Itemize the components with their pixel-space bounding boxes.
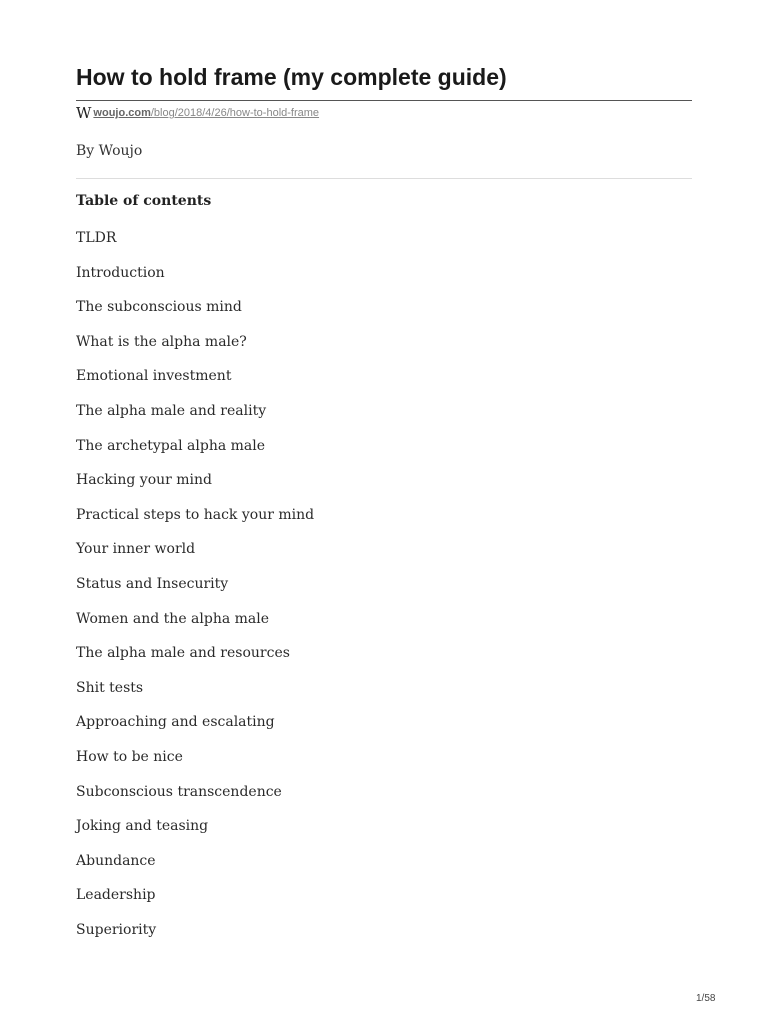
toc-heading: Table of contents: [76, 193, 212, 209]
author-byline: By Woujo: [76, 143, 143, 159]
toc-item: TLDR: [76, 230, 117, 246]
toc-item: The alpha male and reality: [76, 402, 267, 419]
toc-item: Subconscious transcendence: [76, 783, 282, 800]
toc-item: Shit tests: [76, 679, 144, 696]
toc-item: Leadership: [76, 887, 156, 904]
toc-item: The alpha male and resources: [76, 645, 290, 662]
toc-item: What is the alpha male?: [76, 333, 247, 350]
toc-item: Abundance: [76, 852, 156, 869]
source-link[interactable]: [76, 104, 319, 122]
title-divider: [76, 100, 692, 101]
source-domain[interactable]: woujo.com: [93, 107, 151, 119]
toc-item: Your inner world: [76, 541, 196, 558]
toc-item: Superiority: [76, 921, 157, 938]
toc-item: Women and the alpha male: [76, 610, 270, 627]
toc-item: Approaching and escalating: [76, 714, 275, 731]
toc-item: How to be nice: [76, 748, 183, 765]
toc-item: The subconscious mind: [76, 299, 242, 316]
page-number: 1/58: [696, 993, 716, 1004]
page-title: How to hold frame (my complete guide): [76, 64, 507, 90]
document-page: [76, 0, 692, 1024]
toc-item: Introduction: [76, 264, 165, 281]
site-logo-icon: W: [76, 103, 92, 122]
toc-item: Practical steps to hack your mind: [76, 506, 315, 523]
byline-divider: [76, 178, 692, 179]
toc-item: Emotional investment: [76, 368, 232, 385]
toc-item: Hacking your mind: [76, 472, 213, 489]
toc-item: Joking and teasing: [76, 818, 209, 835]
toc-item: The archetypal alpha male: [76, 437, 266, 454]
toc-item: Status and Insecurity: [76, 575, 229, 592]
toc-list: [76, 228, 314, 954]
source-path[interactable]: /blog/2018/4/26/how-to-hold-frame: [150, 107, 320, 119]
